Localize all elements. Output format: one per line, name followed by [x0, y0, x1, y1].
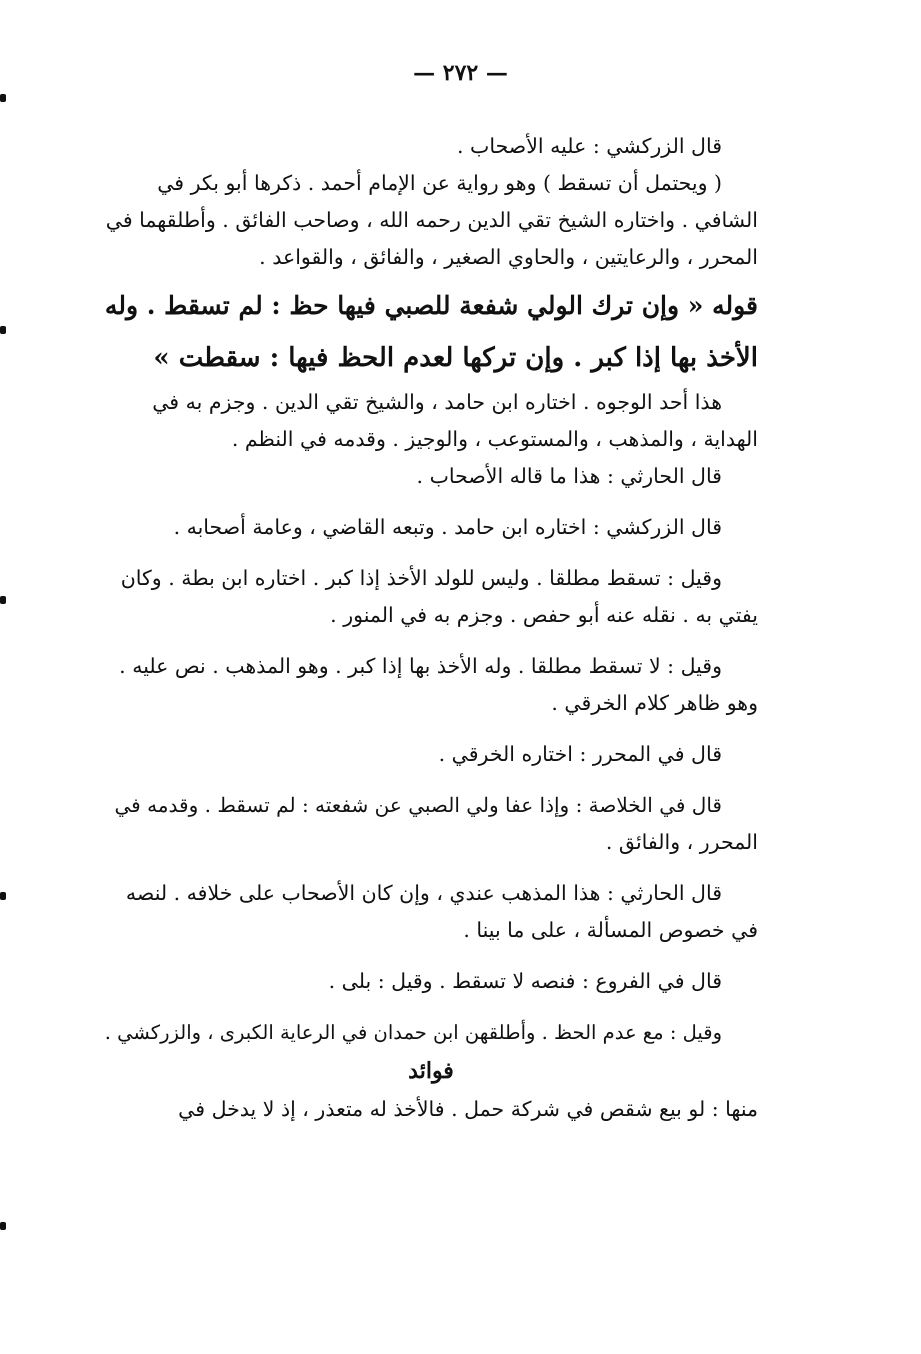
paragraph-line: قال الزركشي : اختاره ابن حامد . وتبعه القاضي ، وعامة أصحابه .: [173, 515, 722, 539]
margin-mark: [0, 94, 6, 102]
paragraph-line: منها : لو بيع شقص في شركة حمل . فالأخذ له متعذر ، إذ لا يدخل في: [178, 1097, 758, 1121]
margin-mark: [0, 892, 6, 900]
paragraph-line: المحرر ، والرعايتين ، والحاوي الصغير ، والفائق ، والقواعد .: [259, 245, 758, 269]
paragraph-line: وقيل : تسقط مطلقا . وليس للولد الأخذ إذا كبر . اختاره ابن بطة . وكان: [120, 566, 722, 590]
paragraph-line: الشافي . واختاره الشيخ تقي الدين رحمه الله ، وصاحب الفائق . وأطلقهما في: [105, 208, 758, 232]
paragraph-line: ( ويحتمل أن تسقط ) وهو رواية عن الإمام أحمد . ذكرها أبو بكر في: [157, 171, 722, 195]
paragraph-line: يفتي به . نقله عنه أبو حفص . وجزم به في المنور .: [330, 603, 758, 627]
margin-mark: [0, 1222, 6, 1230]
quoted-text-line: الأخذ بها إذا كبر . وإن تركها لعدم الحظ فيها : سقطت »: [153, 343, 758, 373]
paragraph-line: وقيل : مع عدم الحظ . وأطلقهن ابن حمدان في الرعاية الكبرى ، والزركشي .: [104, 1021, 722, 1044]
paragraph-line: قال في المحرر : اختاره الخرقي .: [438, 742, 722, 766]
paragraph-line: قال الزركشي : عليه الأصحاب .: [457, 134, 722, 158]
quoted-text-line: قوله « وإن ترك الولي شفعة للصبي فيها حظ : لم تسقط . وله: [104, 291, 758, 320]
paragraph-line: وهو ظاهر كلام الخرقي .: [551, 691, 758, 715]
page-number: — ٢٧٢ —: [413, 60, 508, 86]
paragraph-line: قال الحارثي : هذا ما قاله الأصحاب .: [416, 464, 722, 488]
paragraph-line: وقيل : لا تسقط مطلقا . وله الأخذ بها إذا كبر . وهو المذهب . نص عليه .: [119, 654, 722, 678]
paragraph-line: قال في الخلاصة : وإذا عفا ولي الصبي عن شفعته : لم تسقط . وقدمه في: [114, 793, 722, 817]
paragraph-line: هذا أحد الوجوه . اختاره ابن حامد ، والشيخ تقي الدين . وجزم به في: [152, 390, 722, 414]
paragraph-line: المحرر ، والفائق .: [605, 830, 758, 854]
margin-mark: [0, 596, 6, 604]
text-body: [104, 128, 758, 1128]
margin-mark: [0, 326, 6, 334]
section-heading: فوائد: [408, 1058, 454, 1084]
paragraph-line: قال في الفروع : فنصه لا تسقط . وقيل : بلى .: [328, 969, 722, 993]
paragraph-line: في خصوص المسألة ، على ما بينا .: [463, 918, 758, 942]
paragraph-line: قال الحارثي : هذا المذهب عندي ، وإن كان الأصحاب على خلافه . لنصه: [125, 881, 722, 905]
paragraph-line: الهداية ، والمذهب ، والمستوعب ، والوجيز . وقدمه في النظم .: [231, 427, 758, 451]
